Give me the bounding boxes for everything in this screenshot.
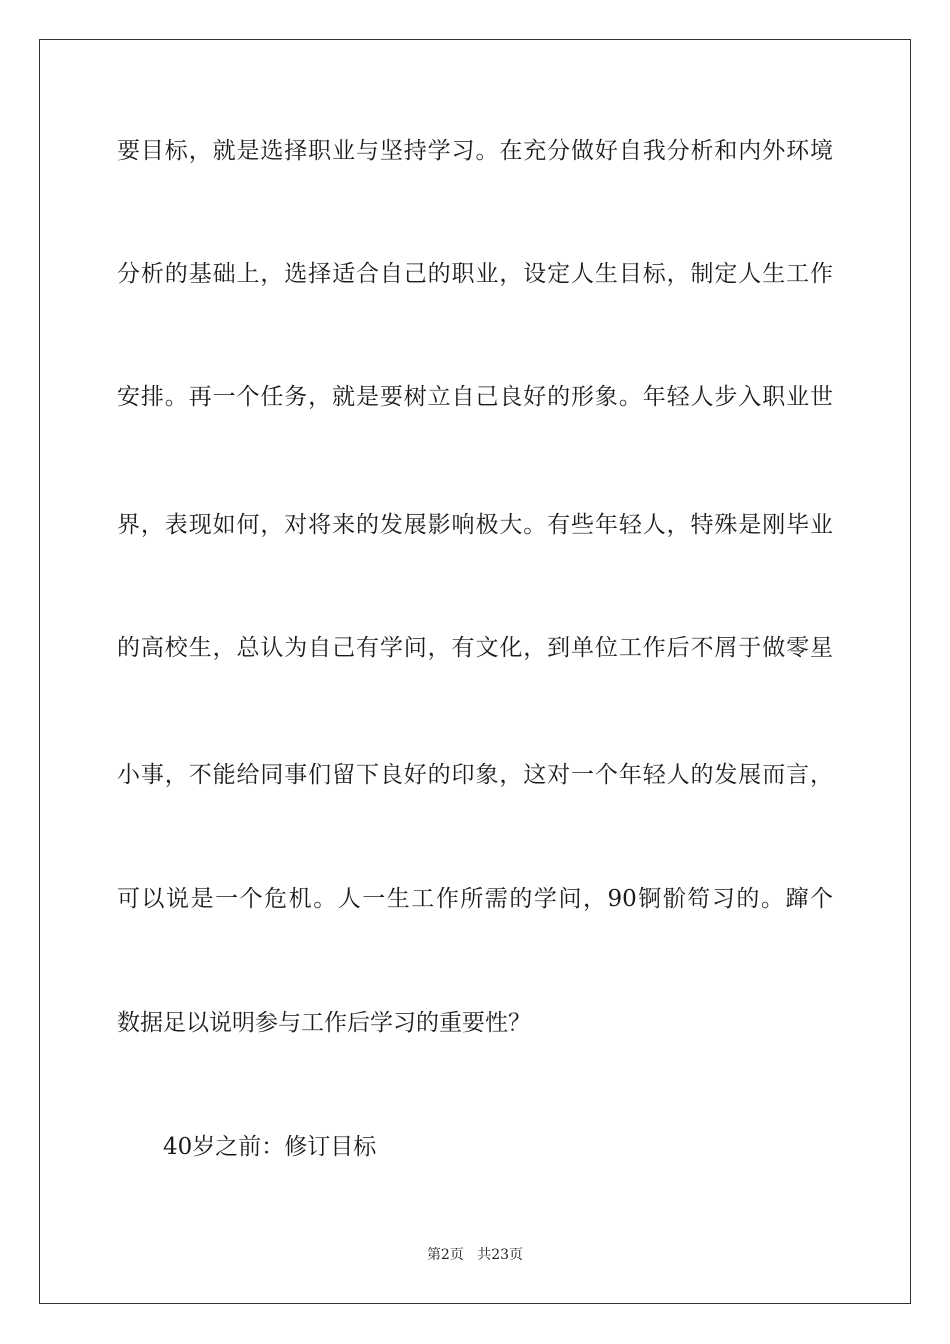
paragraph-line: 可以说是一个危机。人一生工作所需的学问，90锕骱笱习的。蹿个	[117, 886, 833, 912]
page-number: 第2页	[426, 1247, 464, 1263]
section-heading: 40岁之前：修订目标	[163, 1134, 377, 1160]
page-footer	[0, 1246, 950, 1264]
paragraph-line: 小事，不能给同事们留下良好的印象，这对一个年轻人的发展而言，	[117, 762, 833, 788]
paragraph-line: 要目标，就是选择职业与坚持学习。在充分做好自我分析和内外环境	[117, 138, 833, 164]
footer-spacer	[464, 1247, 477, 1263]
page-border	[39, 39, 911, 1304]
paragraph-line: 数据足以说明参与工作后学习的重要性？	[117, 1010, 531, 1036]
paragraph-line: 安排。再一个任务，就是要树立自己良好的形象。年轻人步入职业世	[117, 384, 833, 410]
paragraph-line: 分析的基础上，选择适合自己的职业，设定人生目标，制定人生工作	[117, 261, 833, 287]
total-pages: 共23页	[477, 1247, 524, 1263]
paragraph-line: 界，表现如何，对将来的发展影响极大。有些年轻人，特殊是刚毕业	[117, 512, 833, 538]
paragraph-line: 的高校生，总认为自己有学问，有文化，到单位工作后不屑于做零星	[117, 635, 833, 661]
